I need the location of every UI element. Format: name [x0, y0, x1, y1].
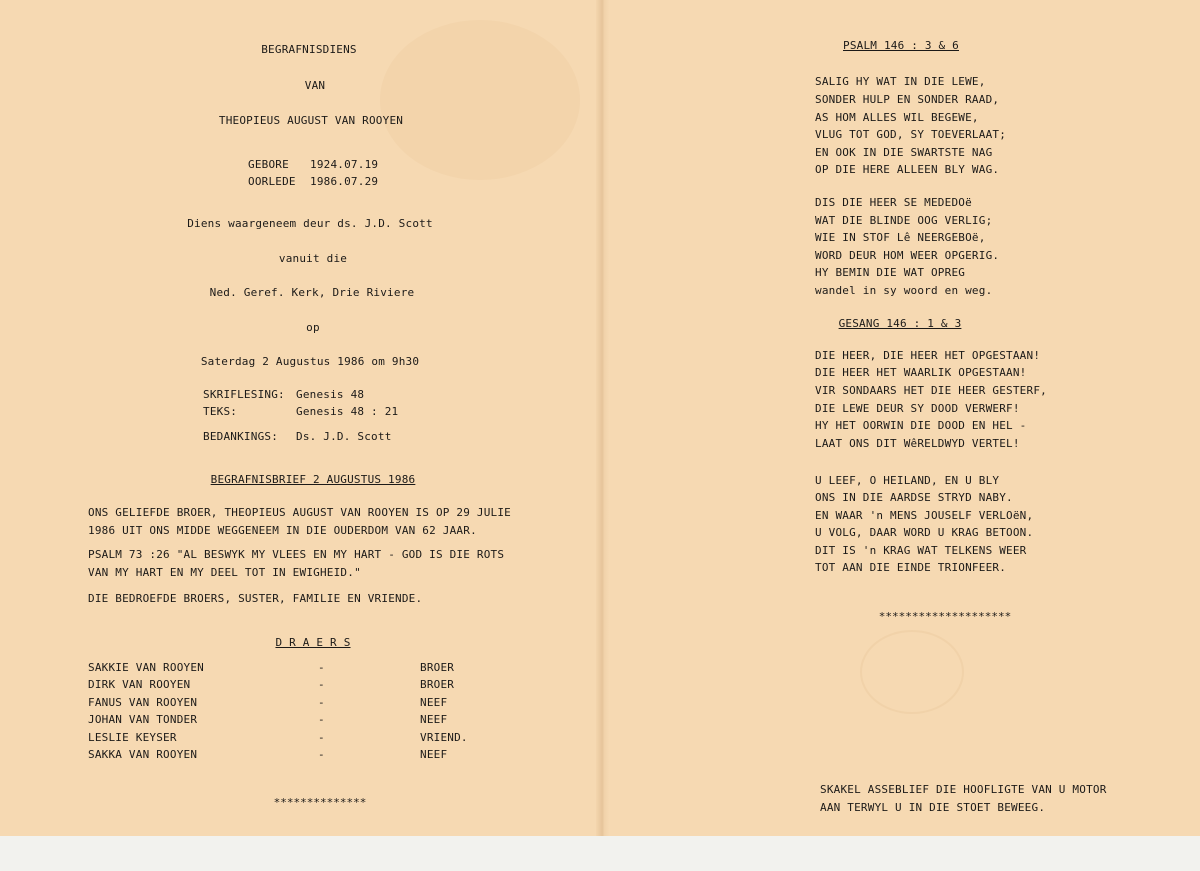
- from-line: vanuit die: [278, 252, 348, 265]
- psalm-line: EN OOK IN DIE SWARTSTE NAG: [815, 146, 993, 159]
- letter-line: ONS GELIEFDE BROER, THEOPIEUS AUGUST VAN ROOYEN IS OP 29 JULIE: [88, 506, 511, 519]
- hymn-line: LAAT ONS DIT WêRELDWYD VERTEL!: [815, 437, 1020, 450]
- bearer-name: FANUS VAN ROOYEN: [88, 696, 198, 709]
- bearers-heading: D R A E R S: [275, 636, 351, 649]
- bearer-relation: BROER: [420, 661, 455, 674]
- show-through-shape: [860, 630, 964, 714]
- psalm-line: HY BEMIN DIE WAT OPREG: [815, 266, 966, 279]
- bearer-relation: NEEF: [420, 748, 448, 761]
- hymn-line: DIE LEWE DEUR SY DOOD VERWERF!: [815, 402, 1020, 415]
- hymn-line: TOT AAN DIE EINDE TRIONFEER.: [815, 561, 1007, 574]
- bearer-name: SAKKIE VAN ROOYEN: [88, 661, 204, 674]
- center-fold: [596, 0, 610, 836]
- psalm-heading: PSALM 146 : 3 & 6: [843, 39, 959, 52]
- psalm-quote-line: PSALM 73 :26 "AL BESWYK MY VLEES EN MY HART - GOD IS DIE ROTS: [88, 548, 505, 561]
- date-time-line: Saterdag 2 Augustus 1986 om 9h30: [200, 355, 420, 368]
- bearer-name: DIRK VAN ROOYEN: [88, 678, 191, 691]
- hymn-line: DIE HEER HET WAARLIK OPGESTAAN!: [815, 366, 1027, 379]
- psalm-line: WAT DIE BLINDE OOG VERLIG;: [815, 214, 993, 227]
- bearer-relation: NEEF: [420, 713, 448, 726]
- bearer-dash: -: [318, 748, 325, 761]
- psalm-quote-line: VAN MY HART EN MY DEEL TOT IN EWIGHEID.": [88, 566, 361, 579]
- bearer-name: LESLIE KEYSER: [88, 731, 177, 744]
- psalm-line: SONDER HULP EN SONDER RAAD,: [815, 93, 1000, 106]
- psalm-line: OP DIE HERE ALLEEN BLY WAG.: [815, 163, 1000, 176]
- text-label: TEKS:: [203, 405, 238, 418]
- psalm-line: SALIG HY WAT IN DIE LEWE,: [815, 75, 986, 88]
- end-stars: **************: [273, 796, 367, 809]
- hymn-line: ONS IN DIE AARDSE STRYD NABY.: [815, 491, 1013, 504]
- footer-line: AAN TERWYL U IN DIE STOET BEWEEG.: [820, 801, 1046, 814]
- bearer-dash: -: [318, 661, 325, 674]
- psalm-line: VLUG TOT GOD, SY TOEVERLAAT;: [815, 128, 1007, 141]
- officiant-line: Diens waargeneem deur ds. J.D. Scott: [187, 217, 433, 230]
- hymn-line: HY HET OORWIN DIE DOOD EN HEL -: [815, 419, 1027, 432]
- op-line: op: [306, 321, 320, 334]
- hymn-line: EN WAAR 'n MENS JOUSELF VERLOëN,: [815, 509, 1034, 522]
- bearer-relation: VRIEND.: [420, 731, 468, 744]
- bearer-dash: -: [318, 731, 325, 744]
- psalm-line: wandel in sy woord en weg.: [815, 284, 993, 297]
- hymn-line: VIR SONDAARS HET DIE HEER GESTERF,: [815, 384, 1047, 397]
- bearer-name: SAKKA VAN ROOYEN: [88, 748, 198, 761]
- born-date: 1924.07.19: [310, 158, 379, 171]
- born-label: GEBORE: [248, 158, 289, 171]
- died-date: 1986.07.29: [310, 175, 379, 188]
- reading-label: SKRIFLESING:: [203, 388, 285, 401]
- hymn-line: DIE HEER, DIE HEER HET OPGESTAAN!: [815, 349, 1041, 362]
- van-label: VAN: [304, 79, 326, 92]
- bearer-dash: -: [318, 678, 325, 691]
- hymn-line: U LEEF, O HEILAND, EN U BLY: [815, 474, 1000, 487]
- church-line: Ned. Geref. Kerk, Drie Riviere: [209, 286, 415, 299]
- bearer-name: JOHAN VAN TONDER: [88, 713, 198, 726]
- deceased-name: THEOPIEUS AUGUST VAN ROOYEN: [218, 114, 404, 127]
- mourners-line: DIE BEDROEFDE BROERS, SUSTER, FAMILIE EN VRIENDE.: [88, 592, 423, 605]
- footer-line: SKAKEL ASSEBLIEF DIE HOOFLIGTE VAN U MOTOR: [820, 783, 1107, 796]
- thanks-value: Ds. J.D. Scott: [296, 430, 392, 443]
- hymn-heading: GESANG 146 : 1 & 3: [838, 317, 962, 330]
- hymn-line: U VOLG, DAAR WORD U KRAG BETOON.: [815, 526, 1034, 539]
- background-band: [0, 836, 1200, 871]
- hymn-line: DIT IS 'n KRAG WAT TELKENS WEER: [815, 544, 1027, 557]
- show-through-shape: [380, 20, 580, 180]
- reading-value: Genesis 48: [296, 388, 365, 401]
- psalm-line: WORD DEUR HOM WEER OPGERIG.: [815, 249, 1000, 262]
- bearer-relation: NEEF: [420, 696, 448, 709]
- thanks-label: BEDANKINGS:: [203, 430, 279, 443]
- psalm-line: WIE IN STOF Lê NEERGEBOë,: [815, 231, 986, 244]
- text-value: Genesis 48 : 21: [296, 405, 399, 418]
- letter-line: 1986 UIT ONS MIDDE WEGGENEEM IN DIE OUDERDOM VAN 62 JAAR.: [88, 524, 477, 537]
- service-title: BEGRAFNISDIENS: [261, 43, 357, 56]
- psalm-line: AS HOM ALLES WIL BEGEWE,: [815, 111, 979, 124]
- died-label: OORLEDE: [248, 175, 296, 188]
- right-stars: ********************: [878, 610, 1012, 623]
- bearer-relation: BROER: [420, 678, 455, 691]
- psalm-line: DIS DIE HEER SE MEDEDOë: [815, 196, 972, 209]
- letter-heading: BEGRAFNISBRIEF 2 AUGUSTUS 1986: [210, 473, 416, 486]
- bearer-dash: -: [318, 713, 325, 726]
- bearer-dash: -: [318, 696, 325, 709]
